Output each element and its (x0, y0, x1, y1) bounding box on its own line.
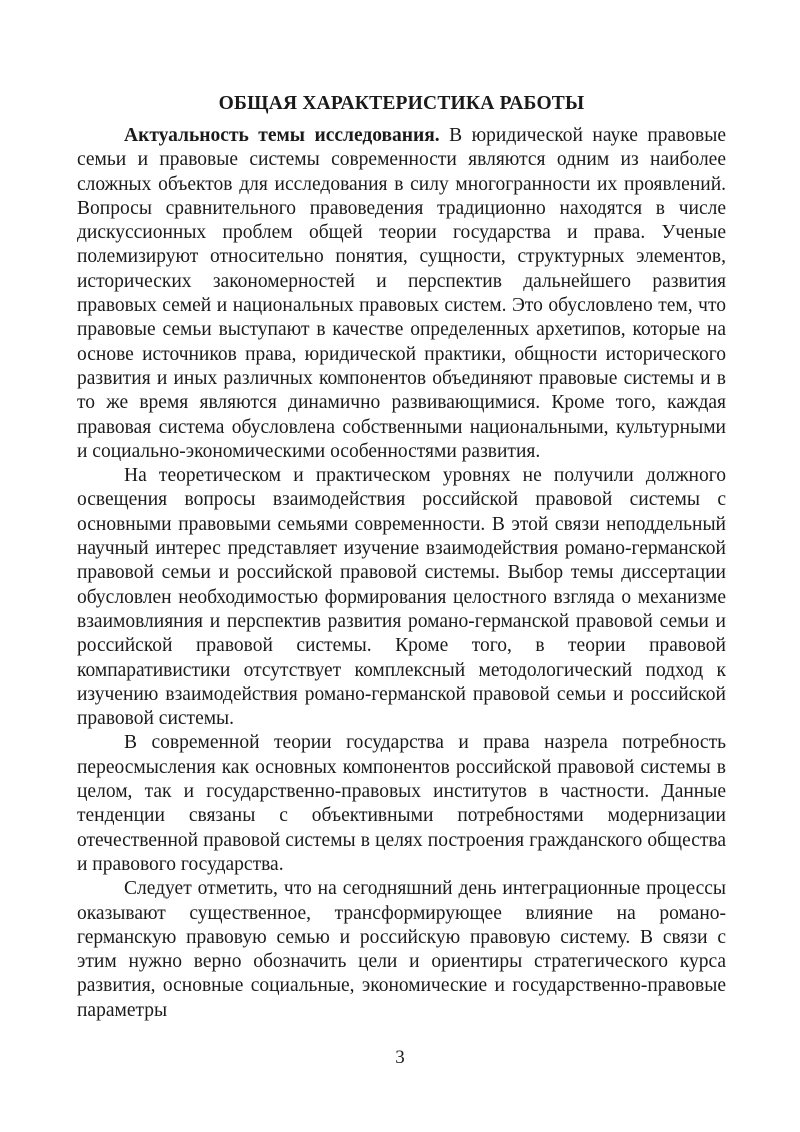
paragraph-integration: Следует отметить, что на сегодняшний день интеграционные процессы оказывают существенное, трансформирующее влияние на романо-германскую правовую семью и российскую правовую систему. В связи с этим нужно верно обозначить цели и ориентиры стратегического курса развития, основные социальные, экономические и государственно-правовые параметры (77, 878, 726, 1021)
paragraph-relevance (77, 124, 726, 464)
paragraph-modern-theory: В современной теории государства и права назрела потребность переосмысления как основных компонентов российской правовой системы в целом, так и государственно-правовых институтов в частности. Данные тенденции связаны с объективными потребностями модернизации отечественной правовой системы в целях построения гражданского общества и правового государства. (77, 732, 726, 875)
document-page (77, 92, 726, 1023)
document-title: ОБЩАЯ ХАРАКТЕРИСТИКА РАБОТЫ (218, 93, 585, 114)
page-number: 3 (395, 1047, 405, 1068)
paragraph-theoretical-level: На теоретическом и практическом уровнях не получили должного освещения вопросы взаимодействия российской правовой системы с основными правовыми семьями современности. В этой связи неподдельный научный интерес представляет изучение взаимодействия романо-германской правовой семьи и российской правовой системы. Выбор темы диссертации обусловлен необходимостью формирования целостного взгляда о механизме взаимовлияния и перспектив развития романо-германской правовой семьи и российской правовой системы. Кроме того, в теории правовой компаративистики отсутствует комплексный методологический подход к изучению взаимодействия романо-германской правовой семьи и российской правовой системы. (77, 465, 726, 730)
paragraph-lead: Актуальность темы исследования. (124, 125, 440, 146)
paragraph-body: В юридической науке правовые семьи и правовые системы современности являются одним из наиболее сложных объектов для исследования в силу многогранности их проявлений. Вопросы сравнительного правоведения традиционно находятся в числе дискуссионных проблем общей теории государства и права. Ученые полемизируют относительно понятия, сущности, структурных элементов, исторических закономерностей и перспектив дальнейшего развития правовых семей и национальных правовых систем. Это обусловлено тем, что правовые семьи выступают в качестве определенных архетипов, которые на основе источников права, юридической практики, общности исторического развития и иных различных компонентов объединяют правовые системы и в то же время являются динамично развивающимися. Кроме того, каждая правовая система обусловлена собственными национальными, культурными и социально-экономическими особенностями развития. (77, 125, 726, 462)
